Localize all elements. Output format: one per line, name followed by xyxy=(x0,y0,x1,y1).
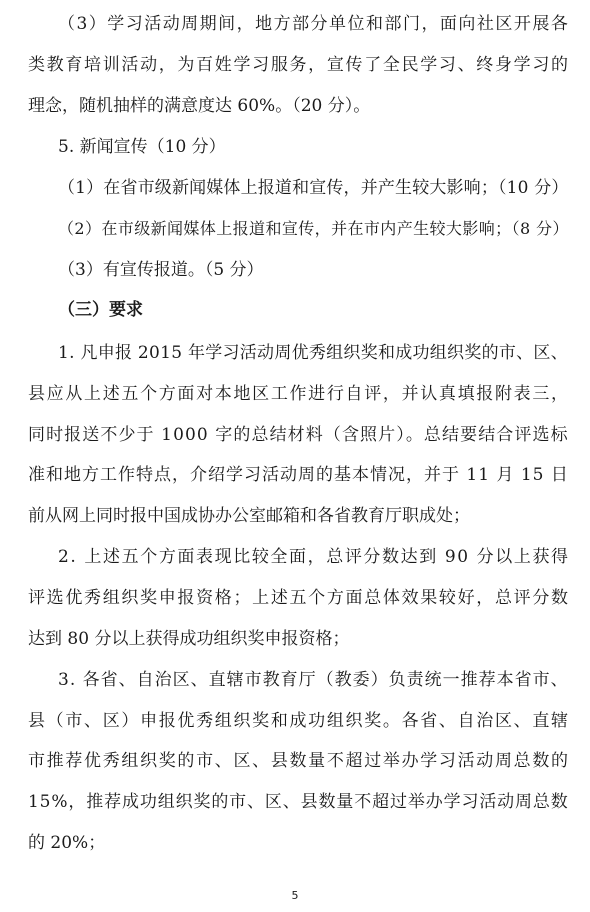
paragraph-line: 县应从上述五个方面对本地区工作进行自评，并认真填报附表三， xyxy=(28,384,570,404)
paragraph-line: （3）学习活动周期间，地方部分单位和部门，面向社区开展各 xyxy=(58,14,570,34)
item-heading: 5. 新闻宣传（10 分） xyxy=(58,137,226,157)
paragraph-line: 前从网上同时报中国成协办公室邮箱和各省教育厅职成处； xyxy=(28,506,470,526)
paragraph-line: 3. 各省、自治区、直辖市教育厅（教委）负责统一推荐本省市、 xyxy=(58,670,569,690)
paragraph-line: 的 20%； xyxy=(28,833,106,853)
paragraph-line: 15%，推荐成功组织奖的市、区、县数量不超过举办学习活动周总数 xyxy=(28,792,569,812)
list-item: （2）在市级新闻媒体上报道和宣传，并在市内产生较大影响；（8 分） xyxy=(58,219,569,238)
paragraph-line: 1. 凡申报 2015 年学习活动周优秀组织奖和成功组织奖的市、区、 xyxy=(58,343,568,363)
section-heading: （三）要求 xyxy=(58,300,143,320)
paragraph-line: 达到 80 分以上获得成功组织奖申报资格； xyxy=(28,629,350,649)
paragraph-line: 市推荐优秀组织奖的市、区、县数量不超过举办学习活动周总数的 xyxy=(28,751,570,771)
list-item: （1）在省市级新闻媒体上报道和宣传，并产生较大影响；（10 分） xyxy=(58,178,569,198)
paragraph-line: 2. 上述五个方面表现比较全面，总评分数达到 90 分以上获得 xyxy=(58,547,570,567)
list-item: （3）有宣传报道。（5 分） xyxy=(58,260,264,280)
page-number: 5 xyxy=(291,889,299,902)
paragraph-line: 理念，随机抽样的满意度达 60%。（20 分）。 xyxy=(28,96,371,116)
paragraph-line: 类教育培训活动，为百姓学习服务，宣传了全民学习、终身学习的 xyxy=(28,55,570,75)
paragraph-line: 县（市、区）申报优秀组织奖和成功组织奖。各省、自治区、直辖 xyxy=(28,711,570,731)
paragraph-line: 评选优秀组织奖申报资格；上述五个方面总体效果较好，总评分数 xyxy=(28,588,570,608)
paragraph-line: 同时报送不少于 1000 字的总结材料（含照片）。总结要结合评选标 xyxy=(28,425,569,445)
paragraph-line: 准和地方工作特点，介绍学习活动周的基本情况，并于 11 月 15 日 xyxy=(28,465,569,485)
